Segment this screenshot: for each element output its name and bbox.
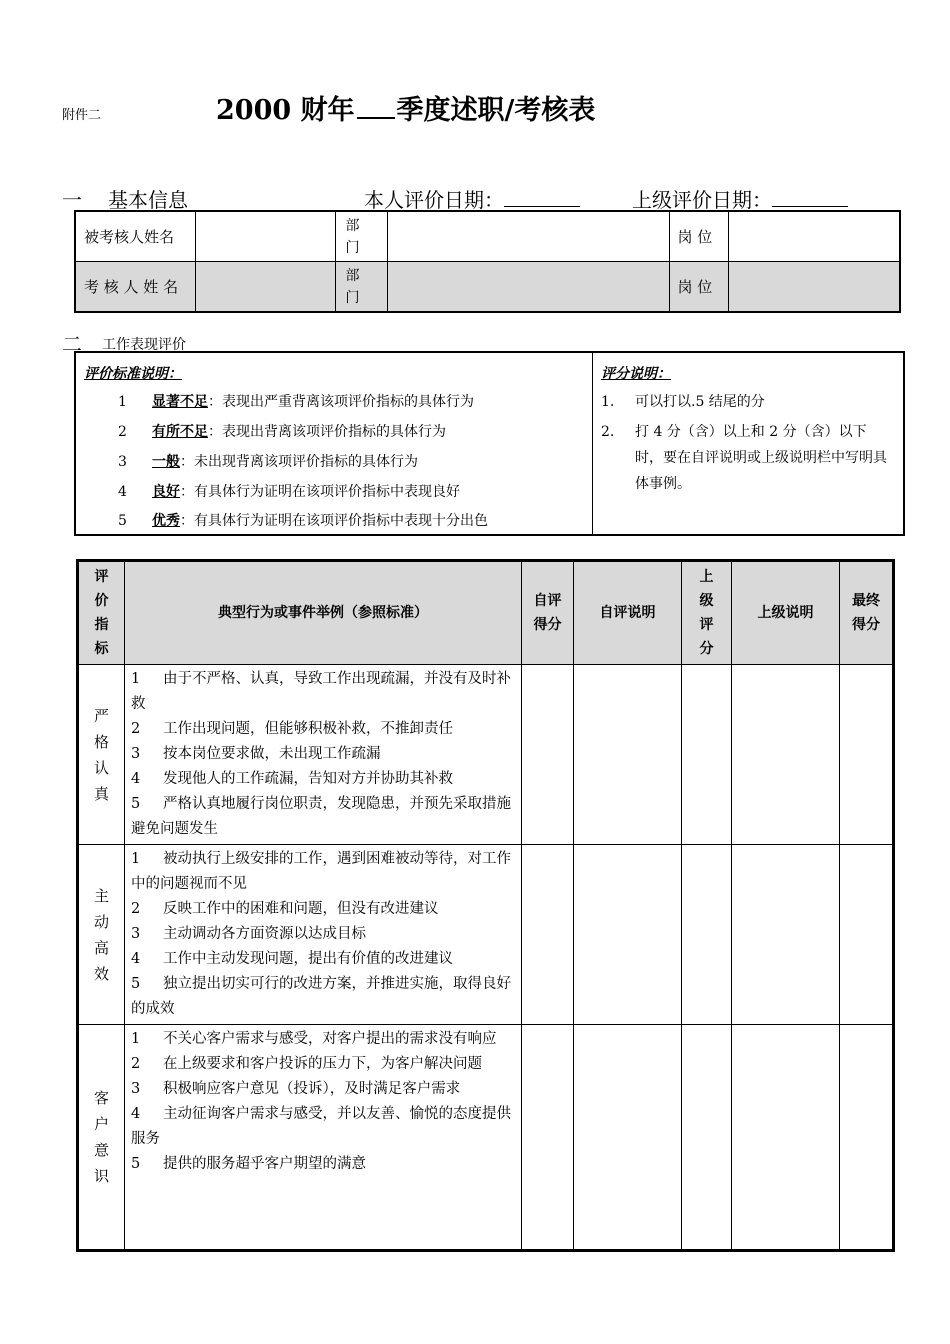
table-row [78, 845, 894, 1025]
score-note [601, 389, 891, 415]
example-item [131, 742, 515, 767]
sup-note-cell[interactable] [732, 665, 840, 845]
example-item [131, 922, 515, 947]
dept-label: 部 门 [335, 262, 387, 313]
example-text: 主动征询客户需求与感受，并以友善、愉悦的态度提供服务 [131, 1106, 511, 1147]
example-num: 1 [131, 671, 141, 687]
header-indicator: 评 价 指 标 [78, 561, 125, 665]
score-note-num: 2. [601, 424, 615, 440]
criteria-key: 显著不足 [152, 394, 208, 410]
section2-number: 二 [62, 332, 82, 356]
criteria-text: ：有具体行为证明在该项评价指标中表现良好 [180, 484, 460, 500]
assessor-name-field[interactable] [195, 262, 335, 313]
example-text: 发现他人的工作疏漏，告知对方并协助其补救 [163, 771, 453, 787]
dept-label: 部 门 [335, 211, 387, 262]
post-label: 岗 位 [669, 211, 728, 262]
examples-cell [125, 665, 522, 845]
example-text: 不关心客户需求与感受，对客户提出的需求没有响应 [163, 1031, 497, 1047]
criteria-text: ：表现出背离该项评价指标的具体行为 [208, 424, 446, 440]
self-note-cell[interactable] [574, 665, 682, 845]
indicator-label: 严 格 认 真 [78, 665, 125, 845]
self-note-cell[interactable] [574, 845, 682, 1025]
score-note [601, 419, 891, 497]
example-item [131, 1052, 515, 1077]
example-text: 主动调动各方面资源以达成目标 [163, 926, 366, 942]
sup-date-blank[interactable] [772, 188, 848, 207]
sup-score-cell[interactable] [682, 845, 732, 1025]
header-sup-note: 上级说明 [732, 561, 840, 665]
criteria-key: 一般 [152, 454, 180, 470]
example-num: 2 [131, 1056, 141, 1072]
table-row [78, 665, 894, 845]
example-num: 4 [131, 771, 141, 787]
sup-note-cell[interactable] [732, 1025, 840, 1251]
example-num: 4 [131, 951, 141, 967]
example-text: 反映工作中的困难和问题，但没有改进建议 [163, 901, 439, 917]
quarter-blank[interactable] [357, 93, 395, 119]
assessor-post-field[interactable] [728, 262, 900, 313]
criteria-key: 良好 [152, 484, 180, 500]
example-item [131, 1102, 515, 1152]
score-notes [593, 353, 901, 534]
criteria-num: 4 [118, 484, 127, 500]
performance-table [76, 559, 895, 1252]
criteria-item [118, 451, 418, 471]
header-row [78, 561, 894, 665]
example-text: 工作中主动发现问题，提出有价值的改进建议 [163, 951, 453, 967]
sup-score-cell[interactable] [682, 665, 732, 845]
example-num: 1 [131, 851, 141, 867]
example-item [131, 717, 515, 742]
title-prefix: 2000 财年 [216, 95, 355, 126]
example-item [131, 1077, 515, 1102]
criteria-text: ：有具体行为证明在该项评价指标中表现十分出色 [180, 513, 488, 529]
criteria-item [118, 481, 460, 501]
criteria-standards [76, 353, 593, 534]
example-text: 独立提出切实可行的改进方案，并推进实施，取得良好的成效 [131, 976, 511, 1017]
attachment-label: 附件二 [62, 108, 102, 123]
example-item [131, 897, 515, 922]
example-item [131, 947, 515, 972]
example-text: 工作出现问题，但能够积极补救，不推卸责任 [163, 721, 453, 737]
criteria-box [74, 351, 905, 536]
score-note-text: 可以打以.5 结尾的分 [635, 394, 765, 410]
examples-cell [125, 1025, 522, 1251]
example-num: 2 [131, 901, 141, 917]
final-score-cell[interactable] [840, 845, 894, 1025]
criteria-num: 3 [118, 454, 127, 470]
final-score-cell[interactable] [840, 665, 894, 845]
indicator-label: 客 户 意 识 [78, 1025, 125, 1251]
header-final-score: 最终 得分 [840, 561, 894, 665]
title-suffix: 季度述职/考核表 [396, 95, 596, 126]
example-item [131, 847, 515, 897]
example-text: 积极响应客户意见（投诉），及时满足客户需求 [163, 1081, 461, 1097]
self-eval-date [364, 184, 580, 213]
example-text: 提供的服务超乎客户期望的满意 [163, 1156, 366, 1172]
indicator-label: 主 动 高 效 [78, 845, 125, 1025]
example-item [131, 1152, 515, 1177]
example-text: 被动执行上级安排的工作，遇到困难被动等待，对工作中的问题视而不见 [131, 851, 511, 892]
assessee-dept-field[interactable] [387, 211, 669, 262]
example-num: 5 [131, 1156, 141, 1172]
example-num: 5 [131, 976, 141, 992]
example-item [131, 667, 515, 717]
sup-note-cell[interactable] [732, 845, 840, 1025]
criteria-num: 2 [118, 424, 127, 440]
header-self-score: 自评 得分 [522, 561, 574, 665]
assessee-name-field[interactable] [195, 211, 335, 262]
final-score-cell[interactable] [840, 1025, 894, 1251]
score-heading: 评分说明： [601, 366, 671, 382]
criteria-text: ：未出现背离该项评价指标的具体行为 [180, 454, 418, 470]
page-title [216, 88, 595, 127]
self-date-blank[interactable] [504, 188, 580, 207]
score-note-num: 1. [601, 394, 615, 410]
example-item [131, 1027, 515, 1052]
criteria-heading: 评价标准说明： [84, 366, 182, 382]
self-score-cell[interactable] [522, 845, 574, 1025]
criteria-num: 5 [118, 513, 127, 529]
header-sup-score: 上 级 评 分 [682, 561, 732, 665]
example-text: 按本岗位要求做，未出现工作疏漏 [163, 746, 381, 762]
basic-row-assessor [75, 262, 900, 313]
basic-row-assessee [75, 211, 900, 262]
self-date-label: 本人评价日期： [364, 188, 504, 212]
sup-score-cell[interactable] [682, 1025, 732, 1251]
example-text: 在上级要求和客户投诉的压力下，为客户解决问题 [163, 1056, 482, 1072]
post-label: 岗 位 [669, 262, 728, 313]
self-score-cell[interactable] [522, 1025, 574, 1251]
example-num: 3 [131, 746, 141, 762]
example-num: 3 [131, 926, 141, 942]
criteria-item [118, 510, 488, 530]
example-text: 由于不严格、认真，导致工作出现疏漏，并没有及时补救 [131, 671, 511, 712]
self-note-cell[interactable] [574, 1025, 682, 1251]
sup-eval-date [632, 184, 848, 213]
example-item [131, 792, 515, 842]
criteria-text: ：表现出严重背离该项评价指标的具体行为 [208, 394, 474, 410]
example-num: 2 [131, 721, 141, 737]
example-num: 3 [131, 1081, 141, 1097]
sup-date-label: 上级评价日期： [632, 188, 772, 212]
assessee-post-field[interactable] [728, 211, 900, 262]
header-examples: 典型行为或事件举例（参照标准） [125, 561, 522, 665]
example-item [131, 972, 515, 1022]
criteria-num: 1 [118, 394, 127, 410]
section1-number: 一 [62, 188, 82, 212]
criteria-key: 优秀 [152, 513, 180, 529]
section2-title: 工作表现评价 [102, 337, 186, 353]
assessor-name-label: 考 核 人 姓 名 [75, 262, 195, 313]
basic-info-table [74, 210, 901, 313]
section1-title: 基本信息 [108, 188, 188, 212]
criteria-item [118, 421, 446, 441]
score-note-text: 打 4 分（含）以上和 2 分（含）以下时，要在自评说明或上级说明栏中写明具体事例。 [635, 424, 887, 492]
header-self-note: 自评说明 [574, 561, 682, 665]
example-num: 4 [131, 1106, 141, 1122]
example-num: 5 [131, 796, 141, 812]
criteria-key: 有所不足 [152, 424, 208, 440]
self-score-cell[interactable] [522, 665, 574, 845]
criteria-item [118, 391, 474, 411]
assessor-dept-field[interactable] [387, 262, 669, 313]
example-num: 1 [131, 1031, 141, 1047]
table-row [78, 1025, 894, 1251]
section1-heading [62, 184, 188, 213]
assessee-name-label: 被考核人姓名 [75, 211, 195, 262]
example-text: 严格认真地履行岗位职责，发现隐患，并预先采取措施避免问题发生 [131, 796, 511, 837]
example-item [131, 767, 515, 792]
examples-cell [125, 845, 522, 1025]
